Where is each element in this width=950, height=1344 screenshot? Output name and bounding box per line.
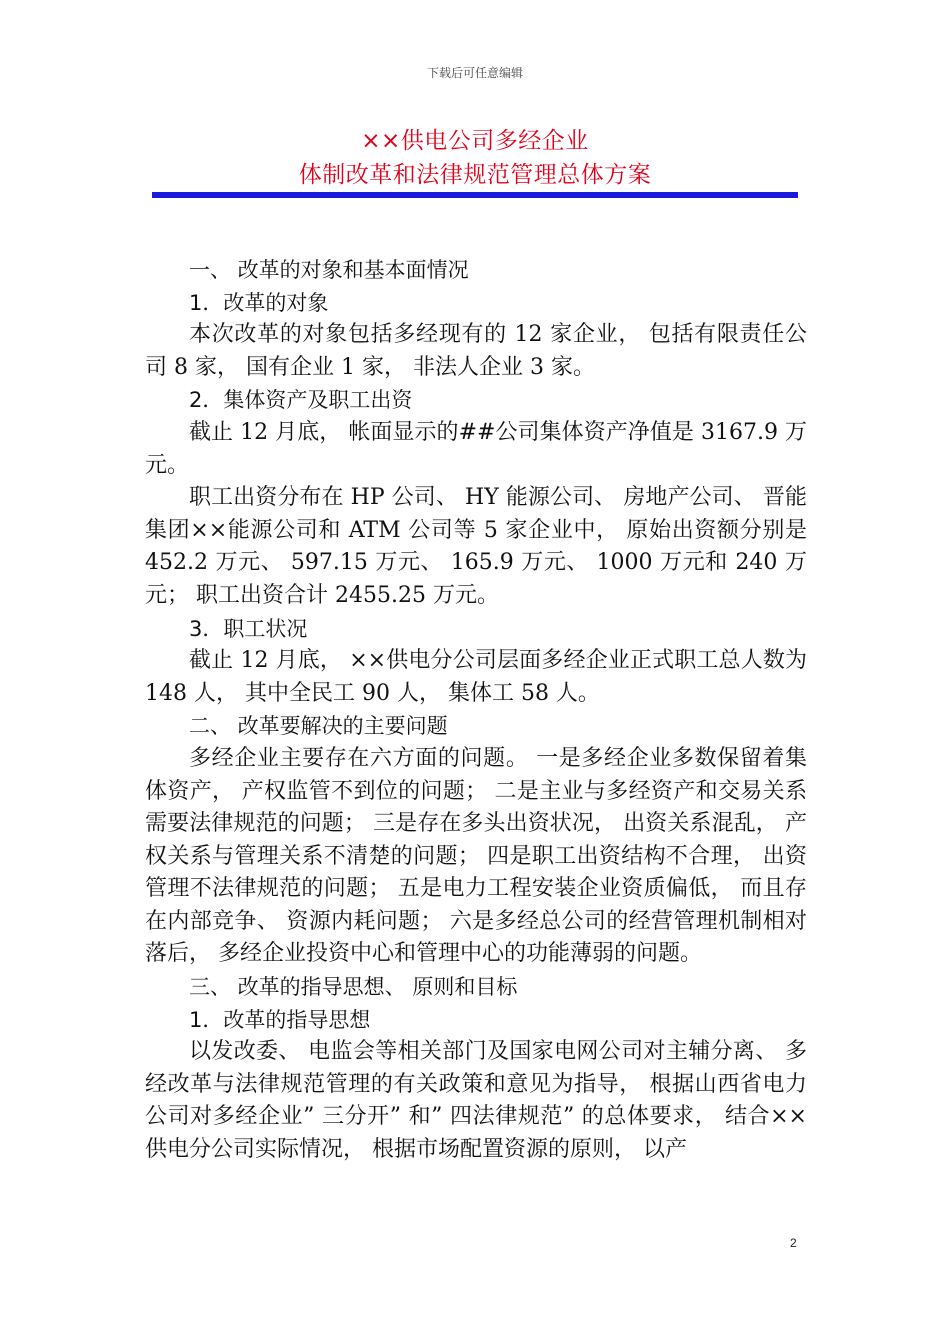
body-paragraph: 职工出资分布在 HP 公司、 HY 能源公司、 房地产公司、 晋能集团××能源公司和 ATM 公司等 5 家企业中， 原始出资额分别是 452.2 万元、 597.15 万元、 165.9 万元、 1000 万元和 240 万元； 职工出资合计 2455.25 万元。	[145, 485, 807, 608]
body-paragraph: 截止 12 月底， 帐面显示的##公司集体资产净值是 3167.9 万元。	[145, 419, 807, 478]
section-heading: 二、 改革要解决的主要问题	[189, 714, 448, 739]
document-title-line-1: ××供电公司多经企业	[361, 128, 589, 154]
body-paragraph: 多经企业主要存在六方面的问题。 一是多经企业多数保留着集体资产， 产权监管不到位的问题； 二是主业与多经资产和交易关系需要法律规范的问题； 三是存在多头出资状况， 出资关系混乱， 产权关系与管理关系不清楚的问题； 四是职工出资结构不合理， 出资管理不法律规范的问题； 五是电力工程安装企业资质偏低， 而且存在内部竞争、 资源内耗问题； 六是多经总公司的经营管理机制相对落后， 多经企业投资中心和管理中心的功能薄弱的问题。	[145, 745, 807, 967]
subsection-heading: 1．改革的指导思想	[189, 1007, 371, 1032]
body-paragraph: 以发改委、 电监会等相关部门及国家电网公司对主辅分离、 多经改革与法律规范管理的有关政策和意见为指导， 根据山西省电力公司对多经企业” 三分开” 和” 四法律规范” 的总体要求， 结合××供电分公司实际情况， 根据市场配置资源的原则， 以产	[145, 1039, 807, 1163]
section-heading: 一、 改革的对象和基本面情况	[189, 258, 469, 282]
title-divider	[152, 192, 798, 198]
subsection-heading: 1．改革的对象	[189, 290, 329, 315]
page-number: 2	[790, 1236, 797, 1250]
document-title-line-2: 体制改革和法律规范管理总体方案	[298, 162, 652, 188]
subsection-heading: 3．职工状况	[189, 616, 308, 641]
section-heading: 三、 改革的指导思想、 原则和目标	[189, 975, 518, 1000]
document-body	[145, 254, 807, 1167]
header-note: 下载后可任意编辑	[426, 66, 523, 80]
body-paragraph: 本次改革的对象包括多经现有的 12 家企业， 包括有限责任公司 8 家， 国有企业 1 家， 非法人企业 3 家。	[145, 322, 807, 380]
body-paragraph: 截止 12 月底， ××供电分公司层面多经企业正式职工总人数为 148 人， 其中全民工 90 人， 集体工 58 人。	[145, 648, 807, 706]
subsection-heading: 2．集体资产及职工出资	[189, 388, 413, 413]
